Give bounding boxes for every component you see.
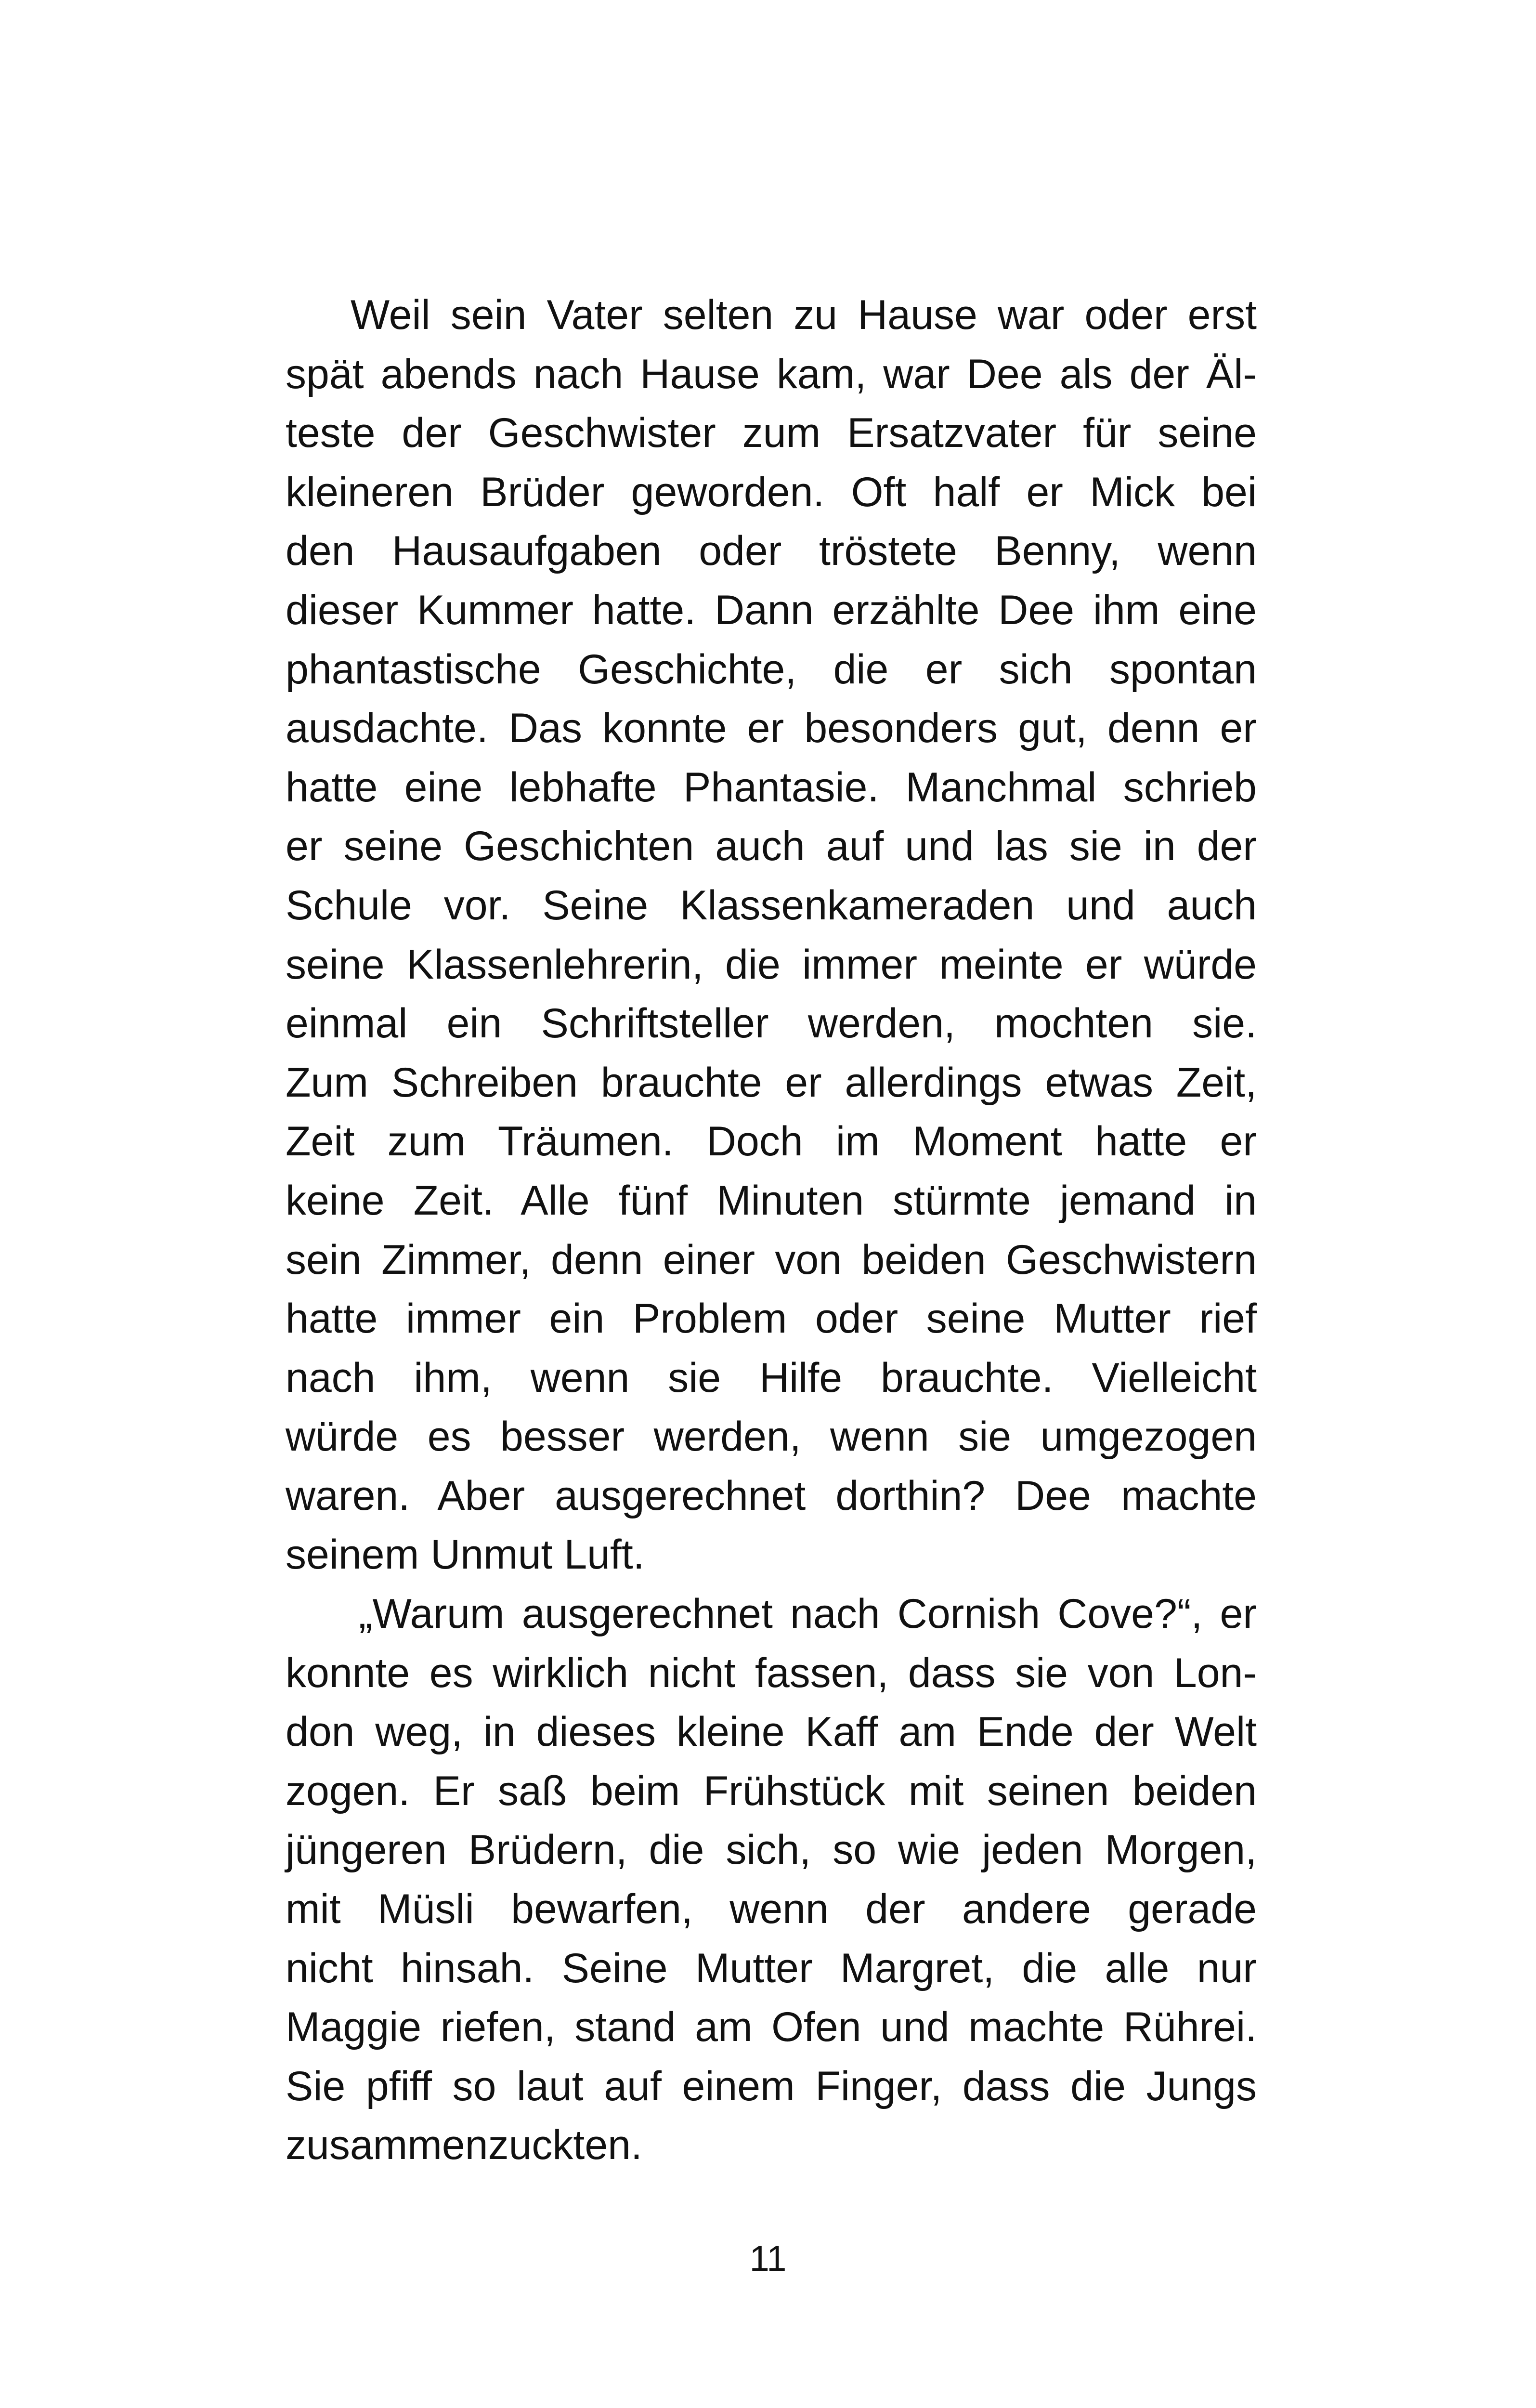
text-line: er seine Geschichten auch auf und las sie in der xyxy=(286,823,1257,870)
text-line: einmal ein Schriftsteller werden, mochten sie. xyxy=(286,1000,1257,1047)
text-line: teste der Geschwister zum Ersatzvater für seine xyxy=(286,410,1257,457)
text-line: Zum Schreiben brauchte er allerdings etwas Zeit, xyxy=(286,1059,1257,1106)
text-line: phantastische Geschichte, die er sich spontan xyxy=(286,646,1257,693)
text-line: Sie pfiff so laut auf einem Finger, dass die Jungs xyxy=(286,2063,1257,2109)
text-line: don weg, in dieses kleine Kaff am Ende der Welt xyxy=(286,1709,1257,1755)
text-line: nicht hinsah. Seine Mutter Margret, die alle nur xyxy=(286,1945,1257,1991)
text-line: spät abends nach Hause kam, war Dee als der Äl- xyxy=(286,351,1257,397)
text-line: dieser Kummer hatte. Dann erzählte Dee ihm eine xyxy=(286,587,1257,633)
text-line: hatte immer ein Problem oder seine Mutter rief xyxy=(286,1296,1257,1342)
text-line: konnte es wirklich nicht fassen, dass sie von Lon- xyxy=(286,1649,1257,1696)
text-line: seinem Unmut Luft. xyxy=(286,1531,645,1578)
text-line: zusammenzuckten. xyxy=(286,2122,642,2169)
text-line: seine Klassenlehrerin, die immer meinte er würde xyxy=(286,941,1257,988)
text-line: Schule vor. Seine Klassenkameraden und auch xyxy=(286,882,1257,929)
text-line: den Hausaufgaben oder tröstete Benny, wenn xyxy=(286,528,1257,575)
text-line: würde es besser werden, wenn sie umgezogen xyxy=(286,1413,1257,1460)
text-line: kleineren Brüder geworden. Oft half er Mick bei xyxy=(286,469,1257,515)
text-line: Weil sein Vater selten zu Hause war oder erst xyxy=(351,292,1257,338)
page-number: 11 xyxy=(749,2238,787,2278)
body-text xyxy=(286,286,1257,2175)
text-line: zogen. Er saß beim Frühstück mit seinen beiden xyxy=(286,1767,1257,1814)
text-line: jüngeren Brüdern, die sich, so wie jeden Morgen, xyxy=(286,1827,1257,1873)
text-line: hatte eine lebhafte Phantasie. Manchmal schrieb xyxy=(286,764,1257,811)
text-line: Zeit zum Träumen. Doch im Moment hatte er xyxy=(286,1118,1257,1165)
text-line: mit Müsli bewarfen, wenn der andere gerade xyxy=(286,1886,1257,1933)
text-line: Maggie riefen, stand am Ofen und machte Rührei. xyxy=(286,2004,1257,2051)
text-line: ausdachte. Das konnte er besonders gut, denn er xyxy=(286,705,1257,752)
text-line: nach ihm, wenn sie Hilfe brauchte. Vielleicht xyxy=(286,1354,1257,1401)
text-line: keine Zeit. Alle fünf Minuten stürmte jemand in xyxy=(286,1177,1257,1224)
text-line: „Warum ausgerechnet nach Cornish Cove?“, er xyxy=(359,1591,1257,1637)
text-line: sein Zimmer, denn einer von beiden Geschwistern xyxy=(286,1236,1257,1283)
text-line: waren. Aber ausgerechnet dorthin? Dee machte xyxy=(286,1472,1257,1519)
